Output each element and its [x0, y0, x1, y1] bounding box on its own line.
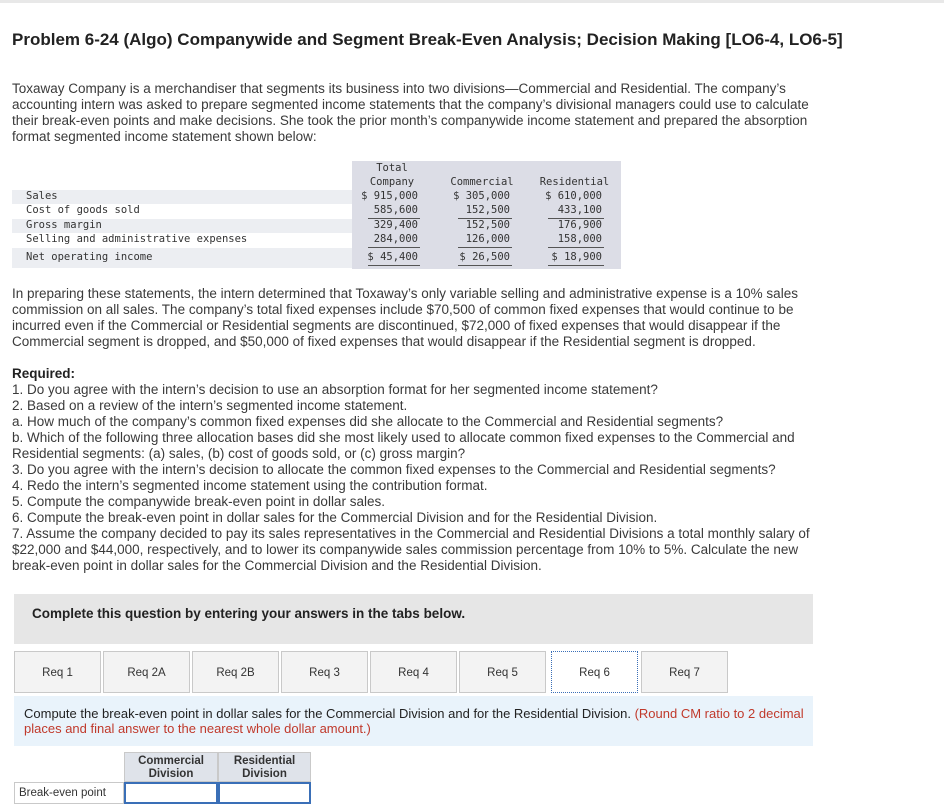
cell-commercial: 152,500: [465, 204, 510, 216]
required-line: 5. Compute the companywide break-even point in dollar sales.: [12, 494, 385, 509]
segmented-income-statement: [12, 161, 621, 269]
header-commercial: Commercial: [450, 176, 514, 188]
prep-line: commission on all sales. The company’s total fixed expenses include $70,500 of common fixed expenses that would continue to be: [12, 302, 794, 317]
cell-residential: 158,000: [557, 233, 602, 245]
underline: [368, 247, 420, 248]
instruction-text: [24, 706, 804, 736]
col-header-line: Division: [148, 768, 194, 780]
cell-total: 284,000: [373, 233, 418, 245]
intro-line: format segmented income statement shown below:: [12, 129, 317, 144]
tab-req-5[interactable]: Req 5: [459, 651, 546, 693]
prep-line: Commercial segment is dropped, and $50,000 of fixed expenses that would disappear if the Residential segment is dropped.: [12, 334, 756, 349]
double-underline: [548, 265, 604, 266]
required-line: 4. Redo the intern’s segmented income statement using the contribution format.: [12, 478, 488, 493]
underline: [458, 247, 512, 248]
required-line: 1. Do you agree with the intern’s decision to use an absorption format for her segmented income statement?: [12, 382, 658, 397]
row-label: Net operating income: [26, 251, 153, 263]
header-total-2: Company: [369, 176, 415, 188]
prep-line: In preparing these statements, the intern determined that Toxaway’s only variable selling and administrative expense is a 10% sales: [12, 286, 798, 301]
commercial-break-even-input[interactable]: [124, 782, 218, 804]
row-label: Cost of goods sold: [26, 204, 140, 216]
tab-req-2b[interactable]: Req 2B: [192, 651, 279, 693]
required-heading: Required:: [12, 366, 76, 381]
instruction-box: [14, 696, 813, 746]
complete-banner-text: Complete this question by entering your answers in the tabs below.: [32, 606, 466, 621]
instruction-note: (Round CM ratio to 2 decimal places and final answer to the nearest whole dollar amount.): [24, 706, 804, 736]
intro-line: Toxaway Company is a merchandiser that segments its business into two divisions—Commercial and Residential. The company’s: [12, 81, 786, 96]
prep-paragraph: [12, 286, 902, 350]
underline: [548, 247, 604, 248]
required-line: break-even point in dollar sales for the Commercial Division and the Residential Division.: [12, 558, 542, 573]
col-header-commercial: [124, 752, 218, 782]
intro-line: accounting intern was asked to prepare segmented income statements that the company’s divisional managers could use to calculate: [12, 97, 809, 112]
cell-residential: $ 610,000: [545, 190, 602, 202]
cell-residential: 433,100: [557, 204, 602, 216]
prep-line: incurred even if the Commercial or Residential segments are discontinued, $72,000 of fixed expenses that would disappear if the: [12, 318, 781, 333]
row-label: Sales: [26, 190, 58, 202]
required-line: $22,000 and $44,000, respectively, and to lower its companywide sales commission percentage from 10% to 5%. Calculate the new: [12, 542, 799, 557]
cell-total: 585,600: [373, 204, 418, 216]
cell-commercial: $ 305,000: [453, 190, 510, 202]
required-line: b. Which of the following three allocation bases did she most likely used to allocate common fixed expenses to the Commercial and: [12, 430, 795, 445]
col-header-line: Commercial: [138, 755, 204, 767]
intro-line: their break-even points and make decisions. She took the prior month’s companywide income statement and prepared the absorption: [12, 113, 808, 128]
tab-req-7[interactable]: Req 7: [641, 651, 728, 693]
complete-banner: [14, 594, 813, 644]
instruction-main: Compute the break-even point in dollar sales for the Commercial Division and for the Residential Division.: [24, 706, 631, 721]
tab-req-6[interactable]: Req 6: [551, 651, 638, 693]
required-line: 2. Based on a review of the intern’s segmented income statement.: [12, 398, 408, 413]
cell-residential: 176,900: [557, 219, 602, 231]
header-residential: Residential: [539, 176, 610, 188]
row-label-break-even: Break-even point: [14, 782, 124, 804]
required-line: 7. Assume the company decided to pay its sales representatives in the Commercial and Residential Divisions a total monthly salary of: [12, 526, 810, 541]
cell-commercial: 152,500: [465, 219, 510, 231]
req-tabs: [14, 651, 924, 695]
tab-req-4[interactable]: Req 4: [370, 651, 457, 693]
problem-title: Problem 6-24 (Algo) Companywide and Segment Break-Even Analysis; Decision Making [LO6-4, LO6-5]: [12, 30, 843, 49]
tab-req-2a[interactable]: Req 2A: [103, 651, 190, 693]
cell-total: $ 915,000: [361, 190, 418, 202]
col-header-line: Division: [242, 768, 287, 780]
required-line: Residential segments: (a) sales, (b) cost of goods sold, or (c) gross margin?: [12, 446, 466, 461]
row-label: Gross margin: [26, 219, 102, 231]
cell-commercial: $ 26,500: [459, 251, 510, 263]
double-underline: [458, 265, 512, 266]
tab-req-3[interactable]: Req 3: [281, 651, 368, 693]
cell-total: $ 45,400: [367, 251, 418, 263]
residential-break-even-input[interactable]: [218, 782, 311, 804]
tab-req-1[interactable]: Req 1: [14, 651, 101, 693]
required-line: a. How much of the company’s common fixed expenses did she allocate to the Commercial and Residential segments?: [12, 414, 724, 429]
top-divider: [0, 0, 944, 3]
cell-residential: $ 18,900: [551, 251, 602, 263]
double-underline: [368, 265, 420, 266]
cell-total: 329,400: [373, 219, 418, 231]
required-line: 3. Do you agree with the intern’s decision to allocate the common fixed expenses to the Commercial and Residential segments?: [12, 462, 776, 477]
col-header-residential: [218, 752, 311, 782]
cell-commercial: 126,000: [465, 233, 510, 245]
required-section: [12, 366, 912, 574]
required-line: 6. Compute the break-even point in dollar sales for the Commercial Division and for the Residential Division.: [12, 510, 658, 525]
intro-paragraph: [12, 81, 902, 145]
col-header-line: Residential: [233, 755, 296, 767]
header-total-1: Total: [376, 162, 408, 174]
row-label: Selling and administrative expenses: [26, 233, 248, 245]
